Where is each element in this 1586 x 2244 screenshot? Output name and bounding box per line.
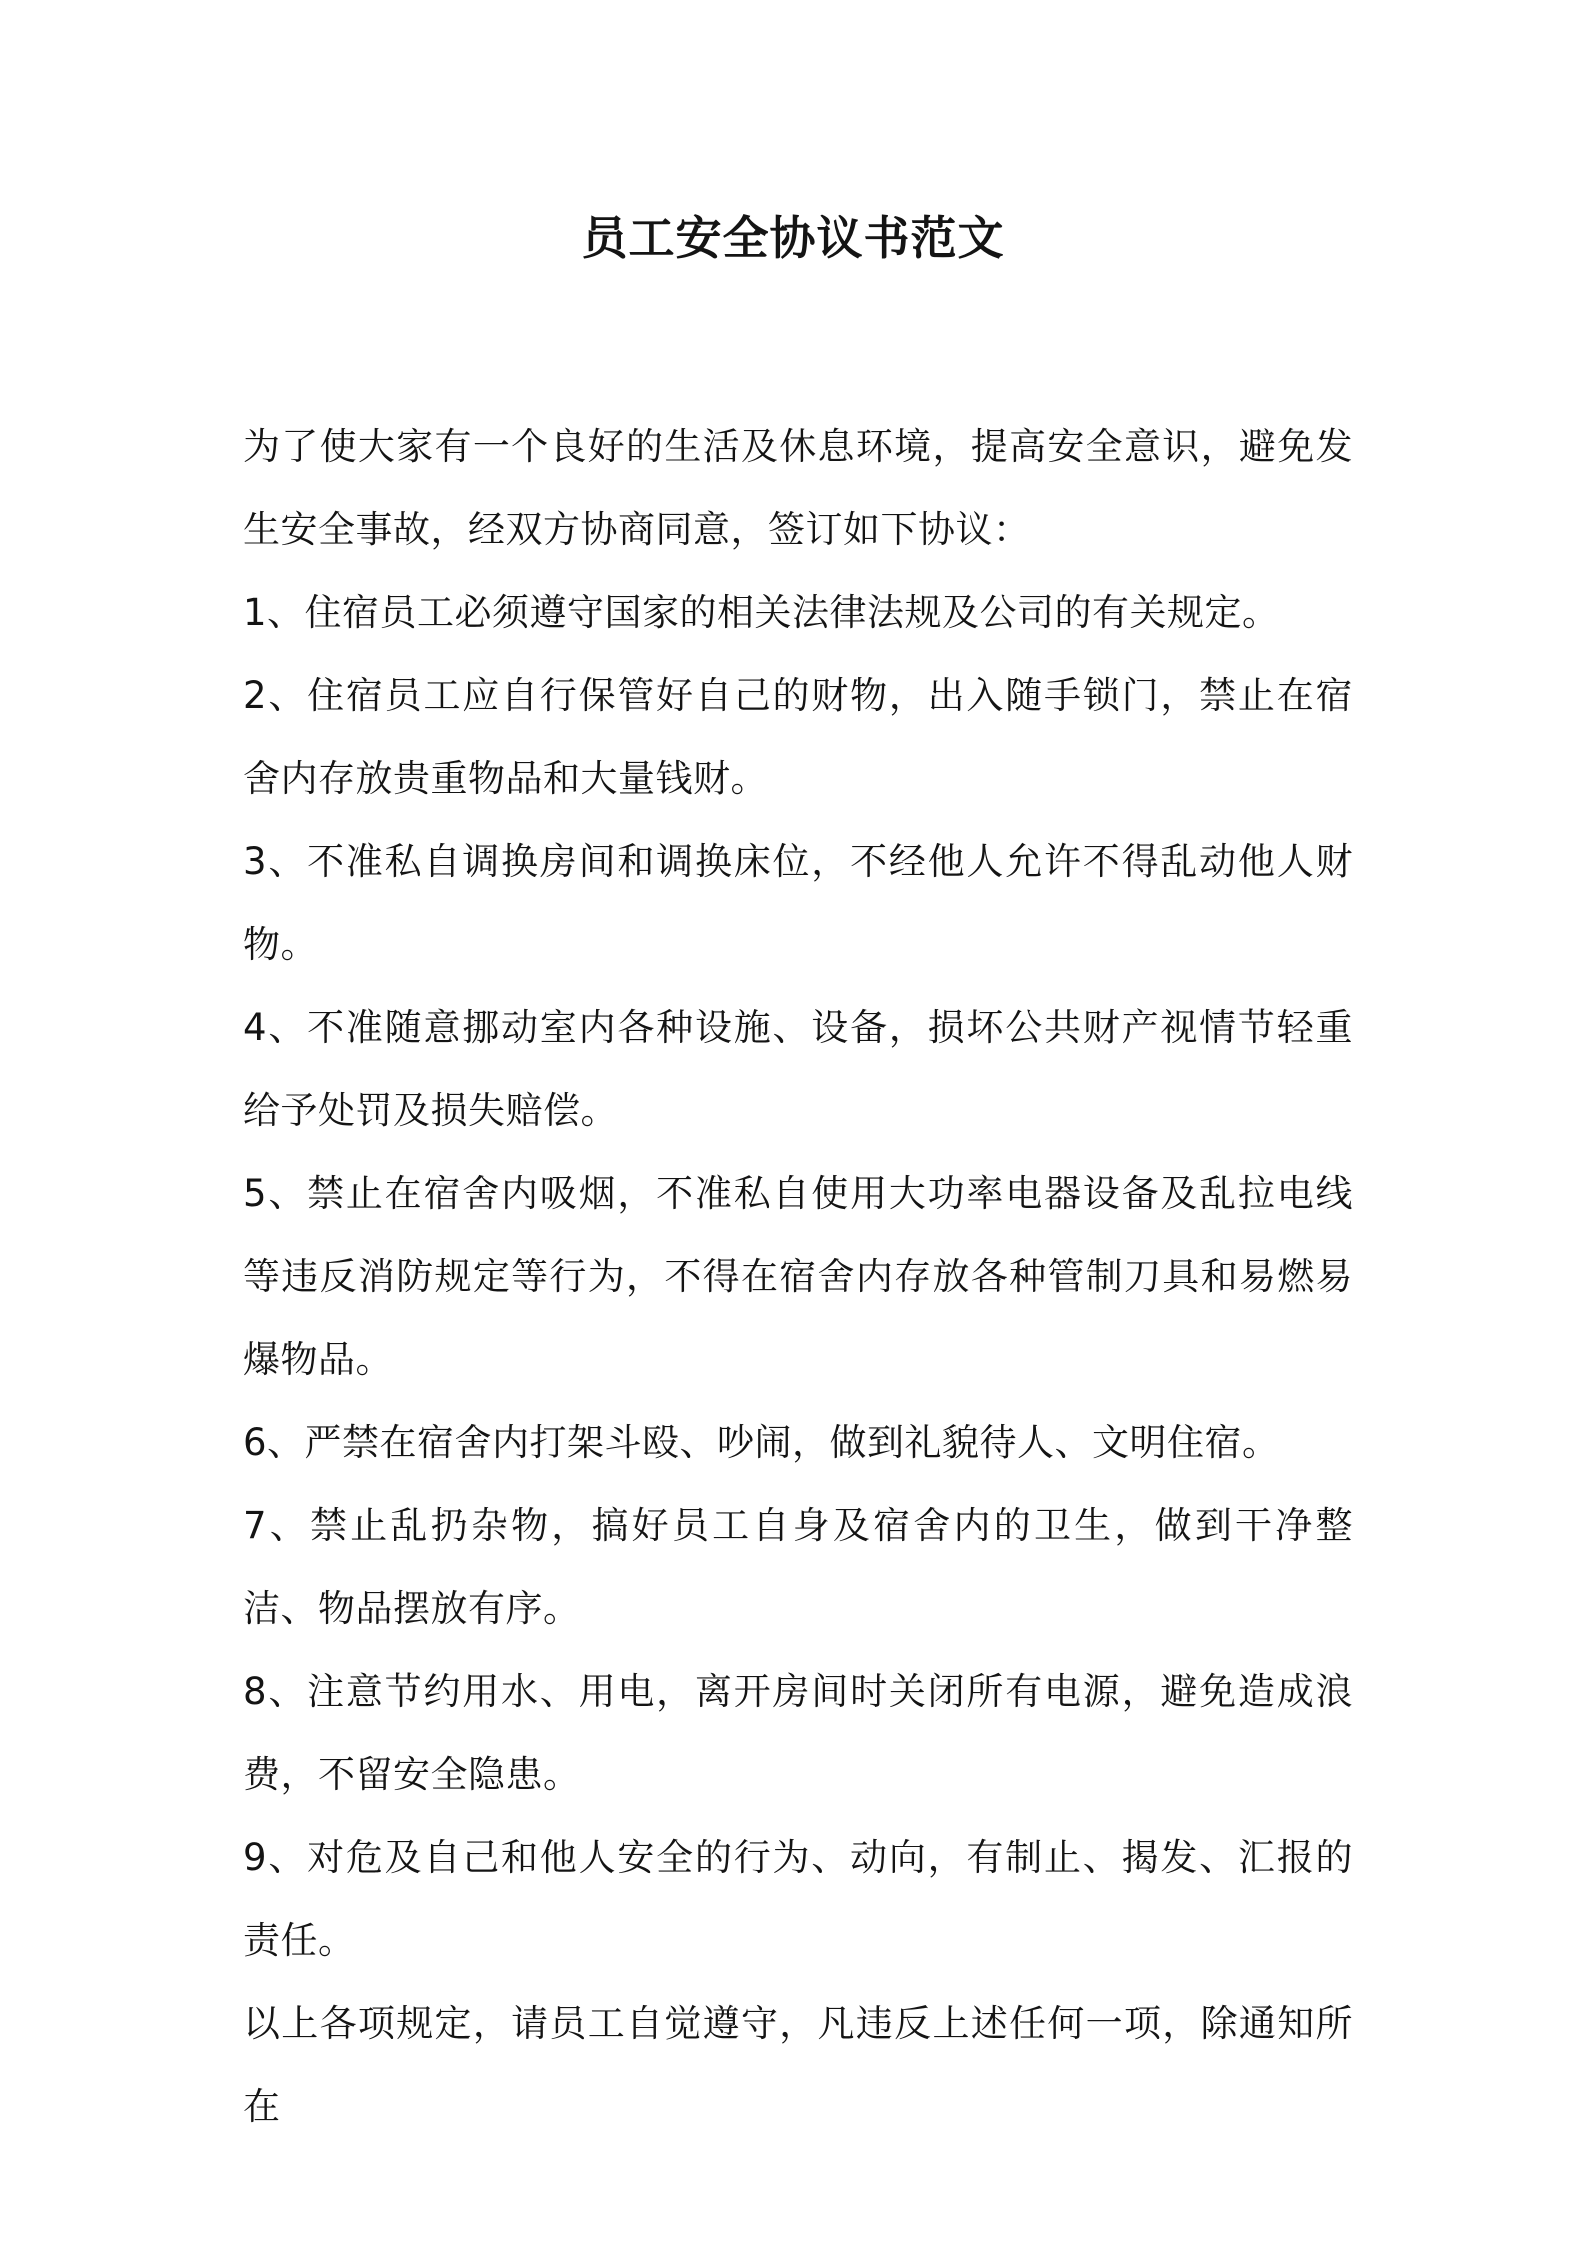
clause-7: 7、禁止乱扔杂物，搞好员工自身及宿舍内的卫生，做到干净整洁、物品摆放有序。: [243, 1504, 1353, 1630]
clause-8: 8、注意节约用水、用电，离开房间时关闭所有电源，避免造成浪费，不留安全隐患。: [243, 1670, 1353, 1796]
clause-6: 6、严禁在宿舍内打架斗殴、吵闹，做到礼貌待人、文明住宿。: [243, 1421, 1280, 1464]
clause-3: 3、不准私自调换房间和调换床位，不经他人允许不得乱动他人财物。: [243, 840, 1353, 966]
document-body: [243, 405, 1353, 2148]
clause-9: 9、对危及自己和他人安全的行为、动向，有制止、揭发、汇报的责任。: [243, 1836, 1353, 1962]
clause-5: 5、禁止在宿舍内吸烟，不准私自使用大功率电器设备及乱拉电线等违反消防规定等行为，不得在宿舍内存放各种管制刀具和易燃易爆物品。: [243, 1172, 1353, 1381]
closing-paragraph: 以上各项规定，请员工自觉遵守，凡违反上述任何一项，除通知所在: [243, 2002, 1353, 2128]
document-title: 员工安全协议书范文: [581, 211, 1005, 265]
clause-2: 2、住宿员工应自行保管好自己的财物，出入随手锁门，禁止在宿舍内存放贵重物品和大量钱财。: [243, 674, 1353, 800]
clause-4: 4、不准随意挪动室内各种设施、设备，损坏公共财产视情节轻重给予处罚及损失赔偿。: [243, 1006, 1353, 1132]
intro-paragraph: 为了使大家有一个良好的生活及休息环境，提高安全意识，避免发生安全事故，经双方协商同意，签订如下协议：: [243, 425, 1353, 551]
clause-1: 1、住宿员工必须遵守国家的相关法律法规及公司的有关规定。: [243, 591, 1280, 634]
